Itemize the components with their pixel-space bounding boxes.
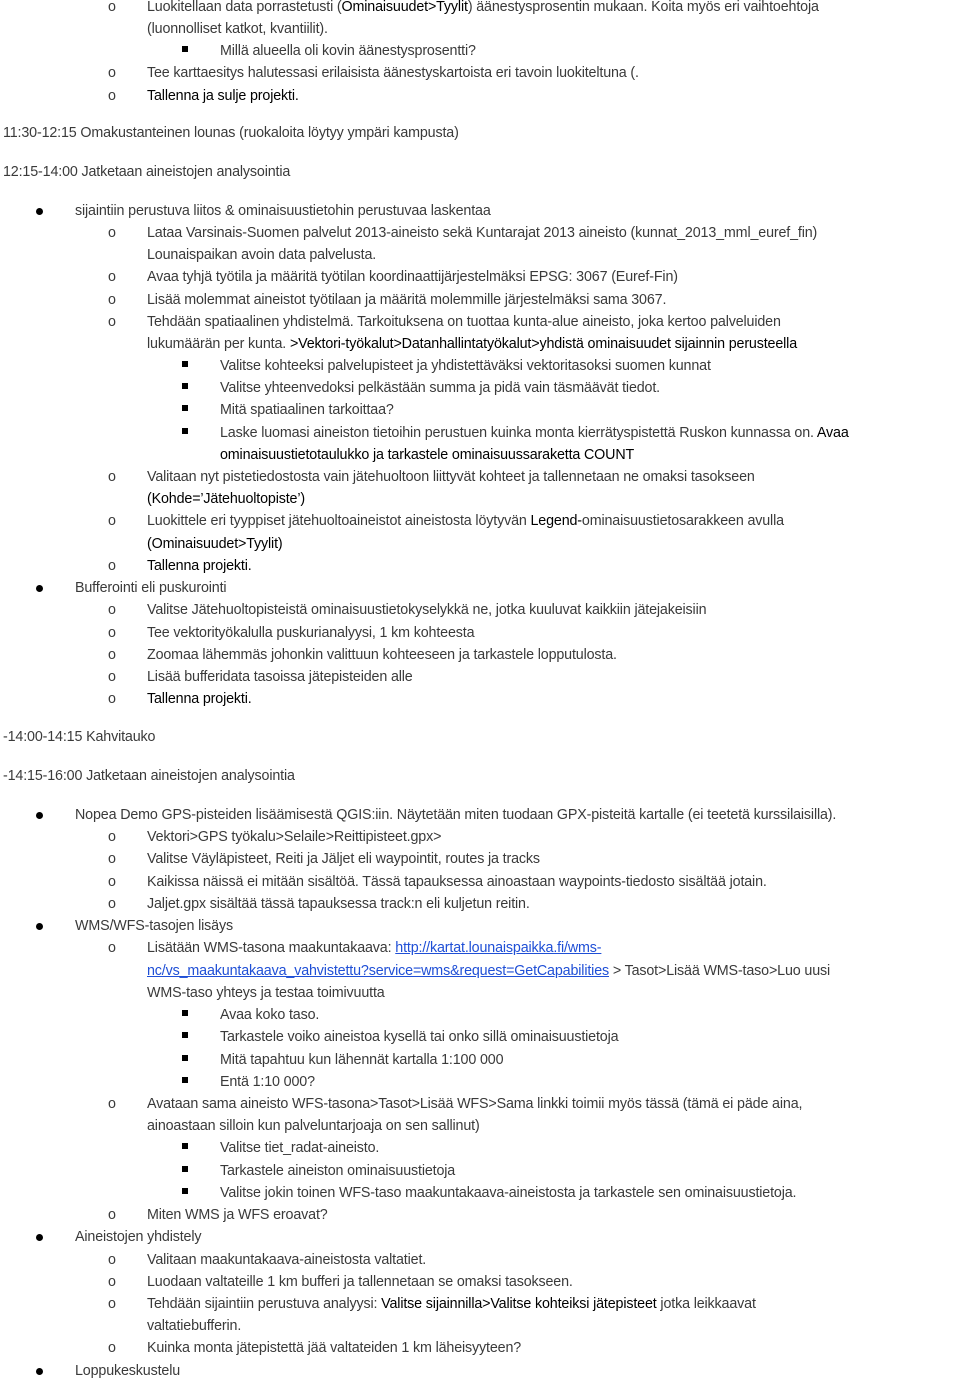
text-line (3, 123, 459, 143)
text-span: Valitse Väyläpisteet, Reiti ja Jäljet eli waypointit, routes ja tracks (147, 851, 540, 867)
text-line (220, 1072, 315, 1092)
text-span: 12:15-14:00 Jatketaan aineistojen analysointia (3, 164, 291, 180)
bullet-dot-icon (36, 923, 43, 930)
text-span: lukumäärän per kunta. (147, 336, 290, 352)
text-line (220, 1183, 796, 1203)
text-line (75, 805, 836, 825)
bullet-dot-icon (36, 585, 43, 592)
text-span: > Tasot>Lisää WMS-taso>Luo uusi (609, 963, 831, 979)
text-line (75, 578, 226, 598)
text-span: sijaintiin perustuva liitos & ominaisuustietohin perustuvaa laskentaa (75, 203, 491, 219)
text-line (3, 727, 155, 747)
text-span: Lisää molemmat aineistot työtilaan ja määritä molemmille järjestelmäksi sama 3067. (147, 292, 667, 308)
text-span: Valitse kohteeksi palvelupisteet ja yhdistettäväksi vektoritasoksi suomen kunnat (220, 358, 711, 374)
square-bullet-icon (182, 1143, 188, 1149)
sub-bullet-marker: o (108, 0, 116, 15)
emphasis-text: Legend- (530, 513, 582, 529)
text-line (147, 1338, 521, 1358)
text-span: Valitaan nyt pistetiedostosta vain jätehuoltoon liittyvät kohteet ja tallennetaan ne omaksi tasokseen (147, 469, 755, 485)
sub-bullet-marker: o (108, 940, 116, 956)
text-line (147, 19, 328, 39)
text-line (3, 162, 290, 182)
text-line (147, 1094, 802, 1114)
square-bullet-icon (182, 1055, 188, 1061)
text-span: Avataan sama aineisto WFS-tasona>Tasot>Lisää WFS>Sama linkki toimii myös tässä (tämä ei päde aina, (147, 1096, 803, 1112)
text-line (147, 223, 817, 243)
emphasis-text: (Ominaisuudet>Tyylit) (147, 536, 283, 552)
text-line (147, 245, 376, 265)
bullet-dot-icon (36, 208, 43, 215)
sub-bullet-marker: o (108, 1207, 116, 1223)
text-line (147, 556, 252, 576)
sub-bullet-marker: o (108, 1274, 116, 1290)
text-line (75, 1361, 180, 1381)
sub-bullet-marker: o (108, 851, 116, 867)
sub-bullet-marker: o (108, 669, 116, 685)
text-span: Nopea Demo GPS-pisteiden lisäämisestä QGIS:iin. Näytetään miten tuodaan GPX-pisteitä kartalle (ei teetetä kurssilaisilla). (75, 807, 837, 823)
text-span: Lataa Varsinais-Suomen palvelut 2013-aineisto sekä Kuntarajat 2013 aineisto (kunnat_2013_mml_euref_fin) (147, 225, 818, 241)
text-line (147, 872, 767, 892)
text-span: (luonnolliset katkot, kvantiilit). (147, 21, 328, 37)
text-line (147, 0, 819, 17)
text-span: Valitse tiet_radat-aineisto. (220, 1140, 380, 1156)
sub-bullet-marker: o (108, 896, 116, 912)
text-line (220, 400, 394, 420)
text-line (220, 423, 849, 443)
text-line (147, 511, 784, 531)
sub-bullet-marker: o (108, 829, 116, 845)
square-bullet-icon (182, 1032, 188, 1038)
sub-bullet-marker: o (108, 314, 116, 330)
hyperlink[interactable]: http://kartat.lounaispaikka.fi/wms- (395, 940, 602, 956)
text-span: Valitaan maakuntakaava-aineistosta valtatiet. (147, 1252, 427, 1268)
text-span: Tee karttaesitys halutessasi erilaisista äänestyskartoista eri tavoin luokiteltuna (. (147, 65, 639, 81)
square-bullet-icon (182, 46, 188, 52)
text-span: Aineistojen yhdistely (75, 1229, 202, 1245)
text-line (147, 894, 530, 914)
text-line (220, 1027, 618, 1047)
text-span: Valitse jokin toinen WFS-taso maakuntakaava-aineistosta ja tarkastele sen ominaisuustietoja. (220, 1185, 797, 1201)
text-line (147, 63, 639, 83)
text-span: Mitä tapahtuu kun lähennät kartalla 1:100 000 (220, 1052, 504, 1068)
text-line (147, 849, 540, 869)
text-line (220, 1050, 503, 1070)
sub-bullet-marker: o (108, 558, 116, 574)
text-line (147, 489, 305, 509)
text-span: 11:30-12:15 Omakustanteinen lounas (ruokaloita löytyy ympäri kampusta) (3, 125, 459, 141)
text-span: Luokittele eri tyyppiset jätehuoltoaineistot aineistosta löytyvän (147, 513, 531, 529)
text-span: Avaa tyhjä työtila ja määritä työtilan koordinaattijärjestelmäksi EPSG: 3067 (Euref-Fin) (147, 269, 678, 285)
text-line (147, 600, 706, 620)
text-span: -14:15-16:00 Jatketaan aineistojen analysointia (3, 768, 295, 784)
text-line (3, 766, 295, 786)
sub-bullet-marker: o (108, 65, 116, 81)
text-line (147, 1116, 480, 1136)
text-span: Valitse Jätehuoltopisteistä ominaisuustietokyselykkä ne, jotka kuuluvat kaikkiin jätejakeisiin (147, 602, 707, 618)
sub-bullet-marker: o (108, 647, 116, 663)
text-line (147, 667, 413, 687)
text-span: Tarkastele aineiston ominaisuustietoja (220, 1163, 456, 1179)
text-span: Entä 1:10 000? (220, 1074, 315, 1090)
square-bullet-icon (182, 1188, 188, 1194)
square-bullet-icon (182, 428, 188, 434)
sub-bullet-marker: o (108, 874, 116, 890)
text-line (147, 290, 666, 310)
sub-bullet-marker: o (108, 1340, 116, 1356)
text-span: ominaisuustietosarakkeen avulla (581, 513, 784, 529)
text-span: Vektori>GPS työkalu>Selaile>Reittipisteet.gpx> (147, 829, 442, 845)
text-line (147, 689, 252, 709)
square-bullet-icon (182, 405, 188, 411)
text-line (220, 41, 476, 61)
square-bullet-icon (182, 383, 188, 389)
text-span: Lisätään WMS-tasona maakuntakaava: (147, 940, 396, 956)
text-span: Luodaan valtateille 1 km bufferi ja tallennetaan se omaksi tasokseen. (147, 1274, 573, 1290)
text-line (220, 378, 660, 398)
text-span: Luokitellaan data porrastetusti ( (147, 0, 342, 15)
text-span: Laske luomasi aineiston tietoihin perustuen kuinka monta kierrätyspistettä Ruskon kunnassa on. (220, 425, 817, 441)
sub-bullet-marker: o (108, 88, 116, 104)
text-line (147, 267, 678, 287)
text-span: ) äänestysprosentin mukaan. Koita myös eri vaihtoehtoja (467, 0, 819, 15)
hyperlink[interactable]: nc/vs_maakuntakaava_vahvistettu?service=wms&request=GetCapabilities (147, 963, 609, 979)
text-line (147, 334, 797, 354)
text-line (147, 467, 755, 487)
sub-bullet-marker: o (108, 469, 116, 485)
sub-bullet-marker: o (108, 1096, 116, 1112)
text-line (147, 1294, 756, 1314)
sub-bullet-marker: o (108, 625, 116, 641)
square-bullet-icon (182, 361, 188, 367)
text-line (147, 1250, 426, 1270)
emphasis-text: Ominaisuudet>Tyylit (341, 0, 468, 15)
text-span: Tehdään spatiaalinen yhdistelmä. Tarkoituksena on tuottaa kunta-alue aineisto, joka kertoo palveluiden (147, 314, 781, 330)
emphasis-text: ominaisuustietotaulukko ja tarkastele ominaisuussaraketta COUNT (220, 447, 635, 463)
text-span: Millä alueella oli kovin äänestysprosentti? (220, 43, 476, 59)
text-span: Loppukeskustelu (75, 1363, 181, 1379)
bullet-dot-icon (36, 812, 43, 819)
text-line (147, 827, 441, 847)
text-line (220, 1138, 379, 1158)
text-span: Avaa koko taso. (220, 1007, 320, 1023)
text-span: Tee vektorityökalulla puskurianalyysi, 1 km kohteesta (147, 625, 475, 641)
text-span: Tarkastele voiko aineistoa kysellä tai onko sillä ominaisuustietoja (220, 1029, 619, 1045)
text-span: Tehdään sijaintiin perustuva analyysi: (147, 1296, 382, 1312)
text-span: Bufferointi eli puskurointi (75, 580, 227, 596)
text-line (147, 1272, 573, 1292)
text-span: WMS-taso yhteys ja testaa toimivuutta (147, 985, 385, 1001)
bullet-dot-icon (36, 1368, 43, 1375)
sub-bullet-marker: o (108, 1296, 116, 1312)
text-span: Kaikissa näissä ei mitään sisältöä. Tässä tapauksessa ainoastaan waypoints-tiedosto sisältää jotain. (147, 874, 767, 890)
text-span: jotka leikkaavat (656, 1296, 756, 1312)
text-line (75, 201, 491, 221)
text-span: ainoastaan silloin kun palveluntarjoaja on sen sallinut) (147, 1118, 480, 1134)
text-span: Miten WMS ja WFS eroavat? (147, 1207, 328, 1223)
emphasis-text: (Kohde=’Jätehuoltopiste’) (147, 491, 305, 507)
bullet-dot-icon (36, 1234, 43, 1241)
text-line (75, 916, 233, 936)
emphasis-text: Tallenna ja sulje projekti. (147, 88, 299, 104)
text-span: -14:00-14:15 Kahvitauko (3, 729, 156, 745)
sub-bullet-marker: o (108, 691, 116, 707)
text-line (220, 1161, 455, 1181)
sub-bullet-marker: o (108, 225, 116, 241)
sub-bullet-marker: o (108, 1252, 116, 1268)
text-span: valtatiebufferin. (147, 1318, 242, 1334)
sub-bullet-marker: o (108, 292, 116, 308)
text-span: Jaljet.gpx sisältää tässä tapauksessa track:n eli kuljetun reitin. (147, 896, 530, 912)
text-span: Lisää bufferidata tasoissa jätepisteiden alle (147, 669, 413, 685)
text-line (220, 445, 634, 465)
text-span: Kuinka monta jätepistettä jää valtateiden 1 km läheisyyteen? (147, 1340, 522, 1356)
text-line (220, 1005, 319, 1025)
text-line (147, 961, 830, 981)
text-line (147, 312, 781, 332)
emphasis-text: Valitse sijainnilla>Valitse kohteiksi jätepisteet (381, 1296, 657, 1312)
emphasis-text: Tallenna projekti. (147, 691, 252, 707)
emphasis-text: >Vektori-työkalut>Datanhallintatyökalut>yhdistä ominaisuudet sijainnin perusteella (289, 336, 798, 352)
text-line (147, 86, 299, 106)
text-line (147, 645, 617, 665)
square-bullet-icon (182, 1010, 188, 1016)
square-bullet-icon (182, 1077, 188, 1083)
square-bullet-icon (182, 1166, 188, 1172)
sub-bullet-marker: o (108, 513, 116, 529)
sub-bullet-marker: o (108, 269, 116, 285)
text-line (147, 983, 385, 1003)
text-span: Zoomaa lähemmäs johonkin valittuun kohteeseen ja tarkastele lopputulosta. (147, 647, 617, 663)
text-span: WMS/WFS-tasojen lisäys (75, 918, 233, 934)
sub-bullet-marker: o (108, 602, 116, 618)
text-line (147, 534, 283, 554)
text-line (75, 1227, 201, 1247)
text-line (147, 1316, 241, 1336)
text-line (147, 623, 474, 643)
text-span: Lounaispaikan avoin data palvelusta. (147, 247, 377, 263)
text-line (147, 938, 601, 958)
emphasis-text: Tallenna projekti. (147, 558, 252, 574)
text-span: Valitse yhteenvedoksi pelkästään summa ja pidä vain täsmäävät tiedot. (220, 380, 660, 396)
text-span: Mitä spatiaalinen tarkoittaa? (220, 402, 394, 418)
text-line (220, 356, 711, 376)
text-line (147, 1205, 328, 1225)
emphasis-text: Avaa (816, 425, 849, 441)
